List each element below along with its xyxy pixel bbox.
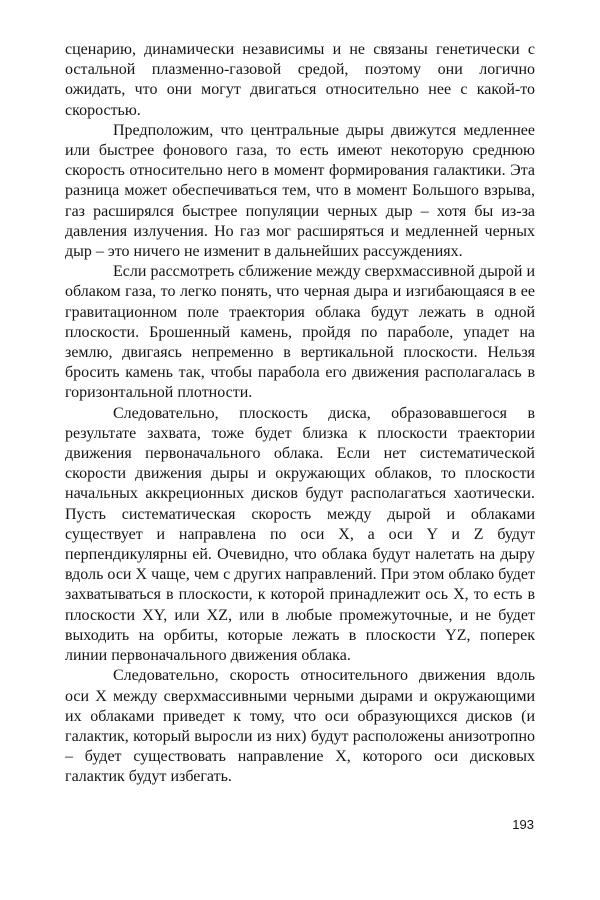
paragraph-3: Если рассмотреть сближение между сверхмассивной дырой и облаком газа, то легко понять, что черная дыра и изгибающаяся в ее гравитационном поле траектория облака будут лежать в одной плоскости. Брошенный камень, пройдя по параболе, упадет на землю, двигаясь непременно в вертикальной плоскости. Нельзя бросить камень так, чтобы парабола его движения располагалась в горизонтальной плотности.: [65, 263, 535, 402]
paragraph-2: Предположим, что центральные дыры движутся медленнее или быстрее фонового газа, то есть имеют некоторую среднюю скорость относительно него в момент формирования галактики. Эта разница может обеспечиваться тем, что в момент Большого взрыва, газ расширялся быстрее популяции черных дыр – хотя бы из-за давления излучения. Но газ мог расширяться и медленней черных дыр – это ничего не изменит в дальнейших рассуждениях.: [65, 121, 535, 261]
paragraph-4: Следовательно, плоскость диска, образовавшегося в результате захвата, тоже будет близка к плоскости траектории движения первоначального облака. Если нет систематической скорости движения дыры и окружающих облаков, то плоскости начальных аккреционных дисков будут располагаться хаотически. Пусть систематическая скорость между дырой и облаками существует и направлена по оси X, а оси Y и Z будут перпендикулярны ей. Очевидно, что облака будут налетать на дыру вдоль оси X чаще, чем с других направлений. При этом облако будет захватываться в плоскости, к которой принадлежит ось X, то есть в плоскости XY, или XZ, или в любые промежуточные, и не будет выходить на орбиты, которые лежать в плоскости YZ, поперек линии первоначального движения облака.: [65, 404, 535, 665]
page-body: [65, 40, 535, 788]
page-number: 193: [512, 817, 534, 832]
paragraph-5: Следовательно, скорость относительного движения вдоль оси X между сверхмассивными черными дырами и окружающими их облаками приведет к тому, что оси образующихся дисков (и галактик, который выросли из них) будут расположены анизотропно – будет существовать направление X, которого оси дисковых галактик будут избегать.: [65, 667, 535, 786]
paragraph-continued: сценарию, динамически независимы и не связаны генетически с остальной плазменно-газовой средой, поэтому они логично ожидать, что они могут двигаться относительно нее с какой-то скоростью.: [65, 41, 535, 119]
